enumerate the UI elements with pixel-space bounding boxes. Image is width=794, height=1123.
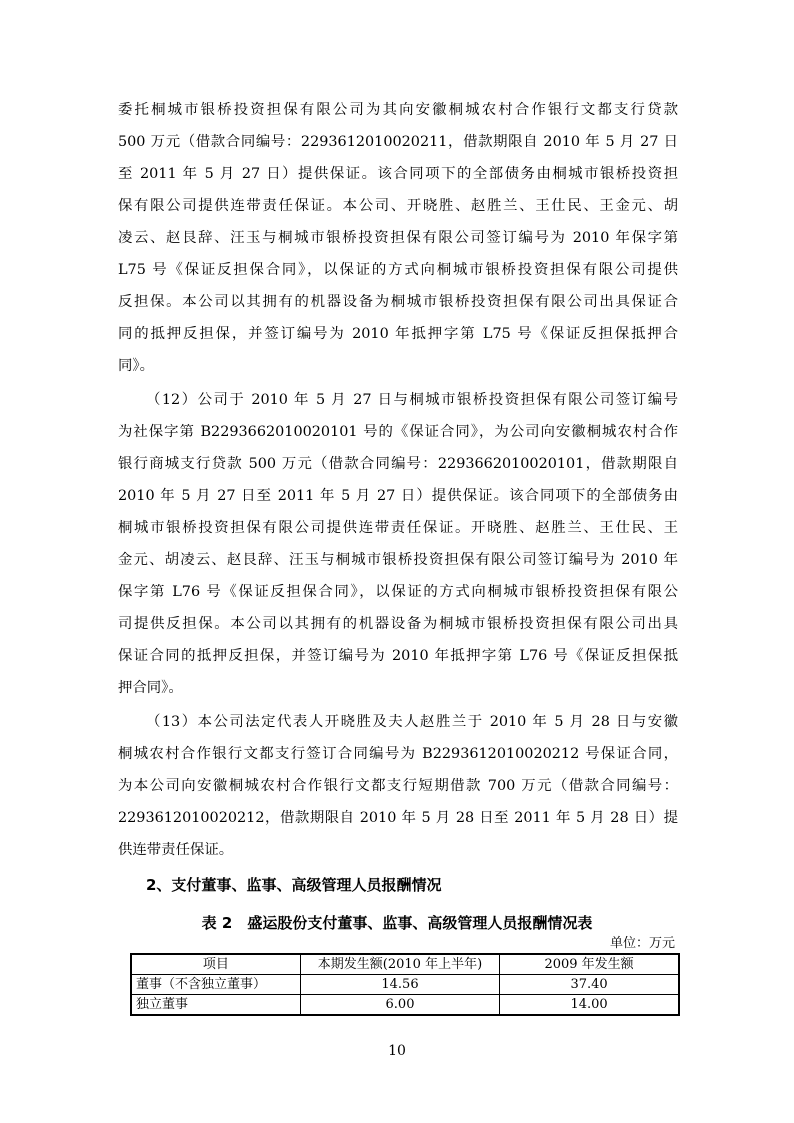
text-line: （13）本公司法定代表人开晓胜及夫人赵胜兰于 2010 年 5 月 28 日与安徽	[146, 714, 678, 730]
text-line: 同》。	[118, 358, 154, 374]
row-label: 独立董事	[131, 995, 300, 1016]
column-header: 本期发生额(2010 年上半年)	[300, 954, 499, 975]
text-line: 委托桐城市银桥投资担保有限公司为其向安徽桐城农村合作银行文都支行贷款	[118, 102, 678, 118]
text-line: 保字第 L76 号《保证反担保合同》，以保证的方式向桐城市银桥投资担保有限公	[118, 584, 678, 600]
text-line: 银行商城支行贷款 500 万元（借款合同编号：2293662010020101，借款期限自	[118, 456, 678, 472]
text-line: 为本公司向安徽桐城农村合作银行文都支行短期借款 700 万元（借款合同编号：	[118, 778, 678, 794]
text-line: 凌云、赵艮辞、汪玉与桐城市银桥投资担保有限公司签订编号为 2010 年保字第	[118, 230, 678, 246]
text-line: 至 2011 年 5 月 27 日）提供保证。该合同项下的全部债务由桐城市银桥投资担	[118, 166, 678, 182]
table-row	[131, 995, 679, 1016]
text-line: （12）公司于 2010 年 5 月 27 日与桐城市银桥投资担保有限公司签订编号	[146, 392, 678, 408]
page-number: 10	[388, 1043, 406, 1059]
table-title: 表 2 盛运股份支付董事、监事、高级管理人员报酬情况表	[201, 914, 593, 932]
row-label: 董事（不含独立董事）	[131, 975, 300, 995]
table-cell: 14.56	[300, 975, 499, 995]
text-line: L75 号《保证反担保合同》，以保证的方式向桐城市银桥投资担保有限公司提供	[118, 262, 678, 278]
table-cell: 6.00	[300, 995, 499, 1016]
text-line: 500 万元（借款合同编号：2293612010020211，借款期限自 2010 年 5 月 27 日	[118, 134, 678, 150]
table-header-row	[131, 954, 679, 975]
text-line: 2010 年 5 月 27 日至 2011 年 5 月 27 日）提供保证。该合同项下的全部债务由	[118, 488, 678, 504]
table-row	[131, 975, 679, 995]
text-line: 金元、胡凌云、赵艮辞、汪玉与桐城市银桥投资担保有限公司签订编号为 2010 年	[118, 552, 678, 568]
table-cell: 14.00	[500, 995, 679, 1016]
text-line: 反担保。本公司以其拥有的机器设备为桐城市银桥投资担保有限公司出具保证合	[118, 294, 678, 310]
compensation-table	[130, 953, 680, 1016]
text-line: 押合同》。	[118, 680, 183, 696]
text-line: 为社保字第 B2293662010020101 号的《保证合同》，为公司向安徽桐城农村合作	[118, 424, 678, 440]
text-line: 保证合同的抵押反担保，并签订编号为 2010 年抵押字第 L76 号《保证反担保抵	[118, 648, 678, 664]
column-header: 项目	[131, 954, 300, 975]
table-cell: 37.40	[500, 975, 679, 995]
text-line: 保有限公司提供连带责任保证。本公司、开晓胜、赵胜兰、王仕民、王金元、胡	[118, 198, 678, 214]
text-line: 2293612010020212，借款期限自 2010 年 5 月 28 日至 2011 年 5 月 28 日）提	[118, 810, 678, 826]
section-heading: 2、支付董事、监事、高级管理人员报酬情况	[146, 876, 442, 894]
text-line: 桐城农村合作银行文都支行签订合同编号为 B2293612010020212 号保证合同，	[118, 746, 678, 762]
text-line: 司提供反担保。本公司以其拥有的机器设备为桐城市银桥投资担保有限公司出具	[118, 616, 678, 632]
text-line: 同的抵押反担保，并签订编号为 2010 年抵押字第 L75 号《保证反担保抵押合	[118, 326, 678, 342]
text-line: 供连带责任保证。	[118, 842, 234, 858]
text-line: 桐城市银桥投资担保有限公司提供连带责任保证。开晓胜、赵胜兰、王仕民、王	[118, 520, 678, 536]
table-unit: 单位：万元	[609, 936, 675, 951]
column-header: 2009 年发生额	[500, 954, 679, 975]
